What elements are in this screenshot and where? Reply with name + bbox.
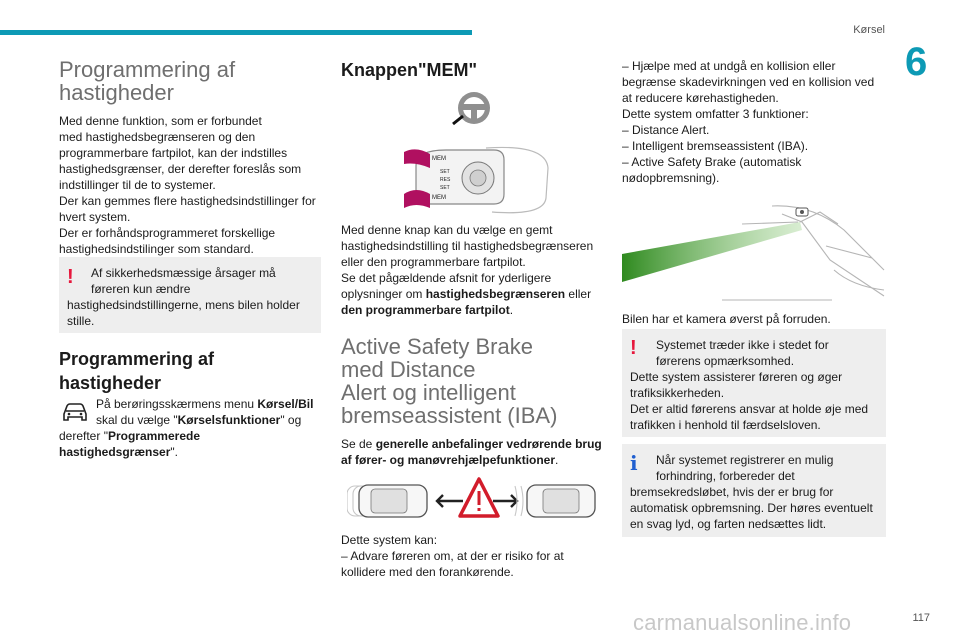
- section-title-asb: [341, 335, 605, 427]
- text-line: – Hjælpe med at undgå en kollision eller: [622, 59, 836, 73]
- text-line: trafikken i henhold til færdselsloven.: [630, 418, 821, 432]
- watermark: carmanualsonline.info: [633, 610, 852, 635]
- reference-link: hastighedsbegrænseren: [425, 287, 566, 301]
- title-line: Programmering af: [59, 57, 236, 82]
- menu-name: Kørsel/Bil: [257, 397, 314, 411]
- set-label: SET: [440, 185, 450, 191]
- text-line: stille.: [67, 314, 95, 328]
- text-span: oplysninger om: [341, 287, 426, 301]
- section-title-programming: [59, 58, 321, 104]
- text-line: Der kan gemmes flere hastighedsindstillinger for: [59, 194, 316, 208]
- res-label: RES: [440, 177, 451, 183]
- text-line: eller den programmerbare fartpilot.: [341, 255, 526, 269]
- text-span: skal du vælge ": [96, 413, 178, 427]
- text-line: at reducere kørehastigheden.: [622, 91, 779, 105]
- system-can-paragraph: [341, 532, 605, 580]
- text-line: kollidere med den forankørende.: [341, 565, 514, 579]
- mem-label: MEM: [432, 195, 446, 201]
- text-line: hastighedsindstilinger som standard.: [59, 242, 254, 256]
- title-line: bremseassistent (IBA): [341, 403, 558, 428]
- text-line: Når systemet registrerer en mulig: [656, 453, 834, 467]
- exclamation-icon: !: [630, 337, 637, 359]
- text-span: ".: [170, 445, 178, 459]
- text-line: Dette system assisterer føreren og øger: [630, 370, 843, 384]
- text-span: Se de: [341, 437, 376, 451]
- text-line: Systemet træder ikke i stedet for: [656, 338, 829, 352]
- text-line: Der er forhåndsprogrammeret forskellige: [59, 226, 276, 240]
- text-line: føreren kun ændre: [91, 282, 191, 296]
- text-line: Dette system kan:: [341, 533, 438, 547]
- warning-box: [622, 329, 886, 437]
- text-line: – Distance Alert.: [622, 123, 710, 137]
- text-line: hvert system.: [59, 210, 131, 224]
- text-line: forhindring, forbereder det: [656, 469, 795, 483]
- collision-warning-illustration: [347, 476, 597, 526]
- text-span: " og: [280, 413, 302, 427]
- text-line: med hastighedsbegrænseren og den: [59, 130, 256, 144]
- mem-stalk-illustration: [396, 138, 556, 218]
- setting-name: hastighedsgrænser: [59, 445, 171, 459]
- mem-label: MEM: [432, 156, 446, 162]
- text-line: Med denne knap kan du vælge en gemt: [341, 223, 553, 237]
- text-line: Af sikkerhedsmæssige årsager må: [91, 266, 276, 280]
- warning-box: [59, 257, 321, 333]
- title-line: hastigheder: [59, 373, 162, 393]
- car-icon: [527, 485, 595, 517]
- text-line: Med denne funktion, som er forbundet: [59, 114, 262, 128]
- title-line: hastigheder: [59, 80, 174, 105]
- camera-illustration: [622, 200, 886, 306]
- reference-link: den programmerbare fartpilot: [341, 303, 510, 317]
- text-line: – Active Safety Brake (automatisk: [622, 155, 802, 169]
- instruction-paragraph: [59, 396, 321, 460]
- page-number: 117: [912, 612, 930, 624]
- text-line: hastighedsindstillingerne, mens bilen holder: [67, 298, 300, 312]
- text-line: trafiksikkerheden.: [630, 386, 725, 400]
- text-line: – Intelligent bremseassistent (IBA).: [622, 139, 809, 153]
- title-line: Programmering af: [59, 349, 215, 369]
- text-line: Se det pågældende afsnit for yderligere: [341, 271, 552, 285]
- reference-link: generelle anbefalinger vedrørende brug: [375, 437, 602, 451]
- camera-caption: Bilen har et kamera øverst på forruden.: [622, 312, 831, 326]
- header-accent-bar: [0, 30, 472, 35]
- see-paragraph: [341, 436, 605, 468]
- text-line: begrænse skadevirkningen ved en kollision ved: [622, 75, 875, 89]
- title-line: Alert og intelligent: [341, 380, 516, 405]
- chapter-number: 6: [905, 40, 928, 84]
- intro-paragraph: [59, 113, 321, 257]
- info-box: [622, 444, 886, 537]
- text-line: Dette system omfatter 3 funktioner:: [622, 107, 809, 121]
- text-line: nødopbremsning).: [622, 171, 720, 185]
- section-title-programming-2: [59, 347, 321, 395]
- section-title: Kørsel: [853, 24, 885, 36]
- text-line: hastighedsindstilling til hastighedsbegrænseren: [341, 239, 594, 253]
- text-span: På berøringsskærmens menu: [96, 397, 258, 411]
- text-line: Det er altid førerens ansvar at holde øje med: [630, 402, 869, 416]
- text-line: programmerbare fartpilot, kan der indstilles: [59, 146, 288, 160]
- set-label: SET: [440, 169, 450, 175]
- title-line: Active Safety Brake: [341, 334, 533, 359]
- text-span: .: [555, 453, 559, 467]
- text-line: – Advare føreren om, at der er risiko for at: [341, 549, 564, 563]
- info-icon: i: [630, 451, 638, 475]
- functions-paragraph: [622, 58, 886, 186]
- text-line: bremsekredsløbet, hvis der er brug for: [630, 485, 834, 499]
- function-name: Kørselsfunktioner: [177, 413, 281, 427]
- text-line: indstillinger til de to systemer.: [59, 178, 216, 192]
- mem-paragraph: [341, 222, 605, 318]
- section-title-mem: Knappen"MEM": [341, 60, 478, 80]
- reference-link: af fører- og manøvrehjælpefunktioner: [341, 453, 556, 467]
- text-line: hastighedsgrænser, der derefter foreslås som: [59, 162, 302, 176]
- text-line: førerens opmærksomhed.: [656, 354, 795, 368]
- car-icon: [359, 485, 427, 517]
- text-span: eller: [565, 287, 592, 301]
- exclamation-icon: !: [67, 266, 74, 288]
- text-line: en svag lyd, og farten nedsættes lidt.: [630, 517, 827, 531]
- text-span: derefter ": [59, 429, 108, 443]
- text-line: automatisk opbremsning. Der høres eventuelt: [630, 501, 873, 515]
- title-line: med Distance: [341, 357, 476, 382]
- text-span: .: [509, 303, 514, 317]
- steering-wheel-icon: [449, 90, 495, 128]
- setting-name: Programmerede: [107, 429, 200, 443]
